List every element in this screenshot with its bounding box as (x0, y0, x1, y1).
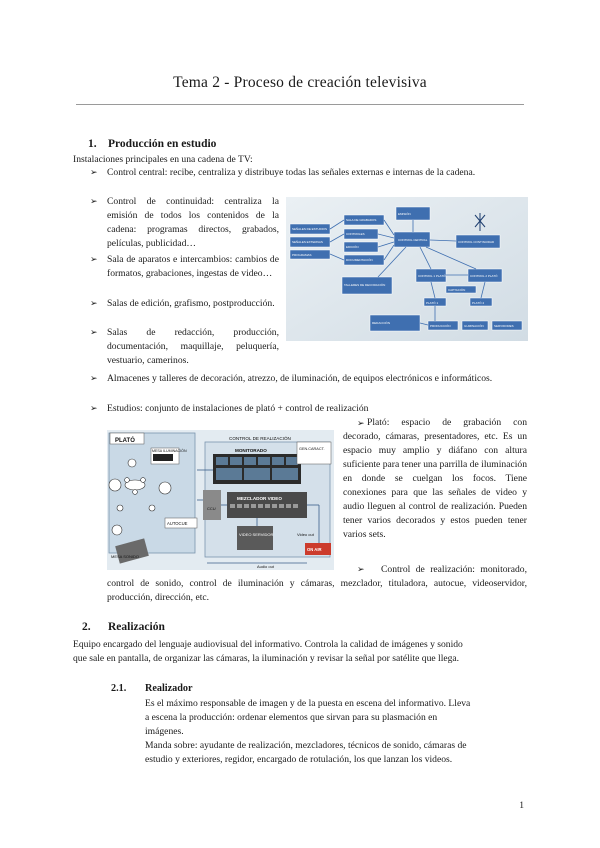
diagram-label: AUTOCUE (167, 521, 188, 526)
diagram-label: CONTROL DE REALIZACIÓN (229, 436, 291, 441)
arrow-bullet-icon: ➢ (90, 167, 98, 177)
diagram-label: PRODUCCIÓN (430, 324, 451, 328)
diagram-label: MESA SONIDO (111, 554, 140, 559)
realizador-line: Manda sobre: ayudante de realización, mezcladores, técnicos de sonido, cámaras de (145, 740, 467, 751)
realizador-line: a escena la producción: ordenar elementos que sirvan para su plasmación en (145, 712, 438, 723)
plato-control-diagram (107, 430, 334, 570)
section-2-heading: Realización (108, 621, 165, 633)
arrow-bullet-icon: ➢ (90, 373, 98, 383)
diagram-label: CONTROL CENTRAL (398, 238, 428, 242)
diagram-label: Audio out (257, 564, 274, 569)
diagram-label: CCU (207, 506, 216, 511)
diagram-label: SEÑALES EXTERNAS (292, 240, 323, 244)
diagram-label: ON AIR (307, 547, 322, 552)
arrow-bullet-icon: ➢ (90, 254, 98, 264)
diagram-label: Video out (297, 532, 314, 537)
diagram-label: CAPTACIÓN (448, 288, 466, 292)
list-item-control-central: Control central: recibe, centraliza y distribuye todas las señales externas e internas de la cadena. (107, 167, 476, 178)
section-1-heading: Producción en estudio (108, 138, 217, 150)
section-2-intro-line-1: Equipo encargado del lenguaje audiovisual del informativo. Controla la calidad de imágenes y sonido (73, 639, 463, 650)
arrow-bullet-icon: ➢ (90, 196, 98, 206)
diagram-label: PROGRAMAS (292, 253, 312, 257)
list-item-plato: Plató: espacio de grabación con decorado, cámaras, presentadores, etc. Es un espacio muy amplio y diáfano con altura suficiente para tener una parrilla de iluminación en donde se cuelgan los focos. Tiene conexiones para que las señales de video y audio lleguen al control de realización. Pueden tener varios decorados y estos pueden tener varios sets. (343, 417, 527, 540)
diagram-label: MONITORADO (235, 448, 267, 453)
list-item-salas-edicion: Salas de edición, grafismo, postproducción. (107, 298, 275, 309)
diagram-label: TALLERES DE DECORACIÓN (344, 283, 386, 287)
arrow-bullet-icon: ➢ (90, 298, 98, 308)
diagram-label: VIDEO SERVIDOR (239, 532, 274, 537)
arrow-bullet-icon: ➢ (357, 564, 365, 574)
diagram-label: CONTROL 1 PLATÓ (418, 274, 446, 278)
diagram-label: MEZCLADOR VIDEO (237, 496, 282, 501)
diagram-label: PLATÓ 2 (472, 301, 485, 305)
list-item-estudios: Estudios: conjunto de instalaciones de plató + control de realización (107, 403, 369, 414)
diagram-label: CONTROL 2 PLATÓ (470, 274, 498, 278)
arrow-bullet-icon: ➢ (90, 403, 98, 413)
diagram-label: PLATÓ 1 (426, 301, 439, 305)
realizador-line: imágenes. (145, 726, 184, 737)
list-item-control-realizacion: Control de realización: monitorado, control de sonido, control de iluminación y cámaras, mezclador, tituladora, autocue, videoservidor, producción, dirección, etc. (107, 564, 527, 603)
diagram-label: DOCUMENTACIÓN (346, 258, 373, 262)
title-divider (76, 104, 524, 105)
page-title: Tema 2 - Proceso de creación televisiva (173, 74, 427, 91)
diagram-label: SERVIDORES (494, 324, 514, 328)
subsection-number: 2.1. (111, 683, 127, 694)
list-item-salas-redaccion: Salas de redacción, producción, documentación, maquillaje, peluquería, vestuario, camerinos. (107, 327, 279, 366)
realizador-line: Es el máximo responsable de imagen y de la puesta en escena del informativo. Lleva (145, 698, 471, 709)
diagram-label: CONTROLES (346, 232, 365, 236)
diagram-label: EDICIÓN (346, 245, 359, 249)
list-item-almacenes: Almacenes y talleres de decoración, atrezzo, de iluminación, de equipos electrónicos e informáticos. (107, 373, 493, 384)
section-2-intro-line-2: que sale en pantalla, de organizar las cámaras, la iluminación y revisar la señal por satélite que llega. (73, 653, 460, 664)
diagram-label: GEN.CARACT. (299, 447, 325, 451)
diagram-label: MESA ILUMINACIÓN (152, 449, 187, 453)
arrow-bullet-icon: ➢ (357, 418, 365, 428)
diagram-label: PLATÓ (115, 438, 135, 444)
diagram-label: REDACCIÓN (372, 321, 391, 325)
arrow-bullet-icon: ➢ (90, 327, 98, 337)
section-1-number: 1. (88, 138, 97, 150)
diagram-label: SALA DE GRABADOS (346, 218, 377, 222)
tv-station-diagram (286, 197, 528, 341)
list-item-sala-aparatos: Sala de aparatos e intercambios: cambios de formatos, grabaciones, ingestas de video… (107, 254, 279, 279)
realizador-line: estudio y exteriores, regidor, encargado de rotulación, los que lanzan los videos. (145, 754, 453, 765)
diagram-label: EMISIÓN (398, 212, 411, 216)
section-2-number: 2. (82, 621, 91, 633)
diagram-label: ILUMINACIÓN (464, 324, 484, 328)
subsection-heading: Realizador (145, 683, 193, 694)
list-item-control-continuidad: Control de continuidad: centraliza la emisión de todos los contenidos de la cadena: programas directos, grabados, películas, publicidad… (107, 196, 279, 249)
section-1-intro: Instalaciones principales en una cadena de TV: (73, 154, 253, 165)
diagram-label: SEÑALES DE ESTUDIOS (292, 227, 328, 231)
diagram-label: CONTROL CONTINUIDAD (458, 240, 495, 244)
page-number: 1 (519, 800, 524, 811)
